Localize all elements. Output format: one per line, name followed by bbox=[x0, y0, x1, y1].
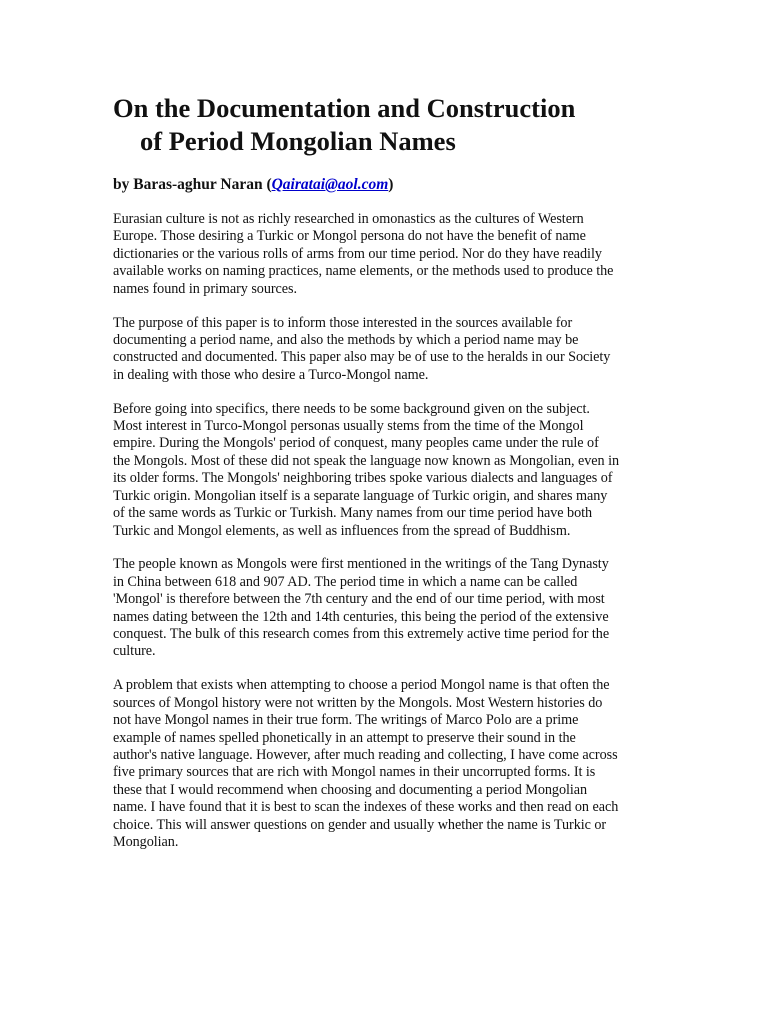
paragraph-2 bbox=[113, 315, 658, 385]
paragraph-line: these that I would recommend when choosing and documenting a period Mongolian bbox=[113, 781, 588, 798]
paragraph-line: not have Mongol names in their true form. The writings of Marco Polo are a prime bbox=[113, 712, 579, 729]
paragraph-line: the Mongols. Most of these did not speak the language now known as Mongolian, even in bbox=[113, 452, 620, 469]
paragraph-line: five primary sources that are rich with Mongol names in their uncorrupted forms. It is bbox=[113, 764, 596, 781]
paragraph-line: Turkic origin. Mongolian itself is a separate language of Turkic origin, and shares many bbox=[113, 487, 608, 504]
byline-prefix: by Baras-aghur Naran ( bbox=[113, 176, 272, 193]
paragraph-line: author's native language. However, after much reading and collecting, I have come across bbox=[113, 746, 618, 763]
paragraph-line: of the same words as Turkic or Turkish. Many names from our time period have both bbox=[113, 505, 593, 522]
document-page bbox=[113, 92, 658, 868]
paragraph-line: Most interest in Turco-Mongol personas usually stems from the time of the Mongol bbox=[113, 418, 584, 435]
paragraph-line: choice. This will answer questions on gender and usually whether the name is Turkic or bbox=[113, 816, 607, 833]
paragraph-line: documenting a period name, and also the methods by which a period name may be bbox=[113, 331, 579, 348]
paragraph-4 bbox=[113, 556, 658, 660]
paragraph-line: The people known as Mongols were first mentioned in the writings of the Tang Dynasty bbox=[113, 556, 609, 573]
paragraph-line: Before going into specifics, there needs to be some background given on the subject. bbox=[113, 400, 590, 417]
paragraph-line: The purpose of this paper is to inform those interested in the sources available for bbox=[113, 314, 573, 331]
paragraph-line: example of names spelled phonetically in an attempt to preserve their sound in the bbox=[113, 729, 576, 746]
paragraph-line: names dating between the 12th and 14th centuries, this being the period of the extensive bbox=[113, 608, 609, 625]
paragraph-line: 'Mongol' is therefore between the 7th century and the end of our time period, with most bbox=[113, 591, 605, 608]
paragraph-line: available works on naming practices, name elements, or the methods used to produce the bbox=[113, 263, 614, 280]
paragraph-line: Mongolian. bbox=[113, 834, 179, 850]
paragraph-line: conquest. The bulk of this research comes from this extremely active time period for the bbox=[113, 626, 610, 643]
paragraph-line: sources of Mongol history were not written by the Mongols. Most Western histories do bbox=[113, 694, 603, 711]
page-title bbox=[113, 92, 658, 158]
title-line-2: of Period Mongolian Names bbox=[140, 126, 456, 156]
paragraph-line: name. I have found that it is best to scan the indexes of these works and then read on each bbox=[113, 799, 619, 816]
author-email-link[interactable]: Qairatai@aol.com bbox=[271, 176, 389, 193]
paragraph-line: constructed and documented. This paper also may be of use to the heralds in our Society bbox=[113, 349, 611, 366]
paragraph-line: in dealing with those who desire a Turco-Mongol name. bbox=[113, 366, 429, 383]
title-line-1: On the Documentation and Construction bbox=[113, 93, 576, 123]
paragraph-line: names found in primary sources. bbox=[113, 280, 298, 297]
paragraph-1 bbox=[113, 211, 658, 298]
paragraph-line: Europe. Those desiring a Turkic or Mongol persona do not have the benefit of name bbox=[113, 228, 586, 245]
paragraph-line: empire. During the Mongols' period of conquest, many peoples came under the rule of bbox=[113, 435, 599, 452]
paragraph-line: dictionaries or the various rolls of arms from our time period. Nor do they have readily bbox=[113, 245, 602, 262]
paragraph-line: its older forms. The Mongols' neighboring tribes spoke various dialects and languages of bbox=[113, 470, 613, 487]
paragraph-line: Turkic and Mongol elements, as well as influences from the spread of Buddhism. bbox=[113, 522, 571, 539]
paragraph-line: A problem that exists when attempting to choose a period Mongol name is that often the bbox=[113, 677, 610, 694]
paragraph-5 bbox=[113, 677, 658, 851]
paragraph-line: Eurasian culture is not as richly researched in omonastics as the cultures of Western bbox=[113, 211, 584, 227]
author-byline bbox=[113, 175, 658, 195]
paragraph-3 bbox=[113, 401, 658, 540]
paragraph-line: in China between 618 and 907 AD. The period time in which a name can be called bbox=[113, 573, 578, 590]
paragraph-line: culture. bbox=[113, 643, 156, 660]
byline-suffix: ) bbox=[388, 176, 394, 193]
